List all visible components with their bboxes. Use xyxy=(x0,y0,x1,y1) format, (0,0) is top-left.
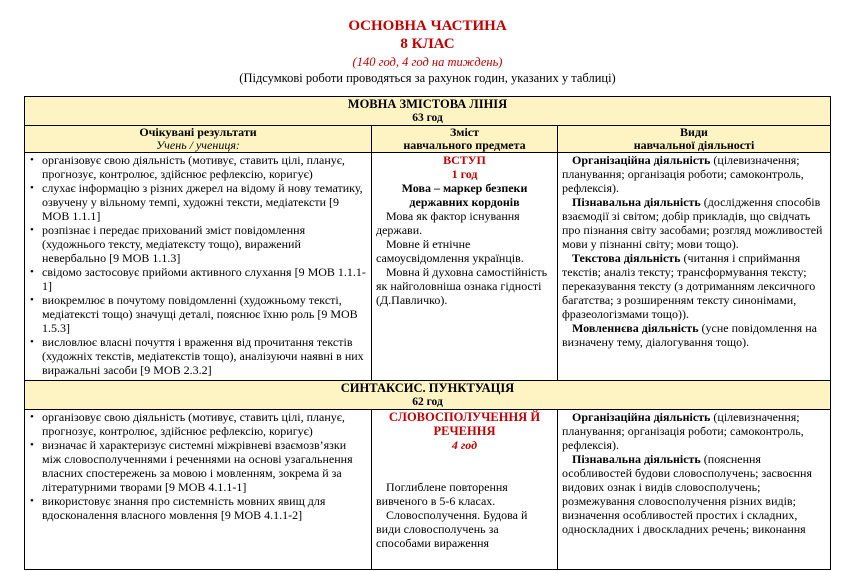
list-item: • використовує знання про системність мовних явищ для вдосконалення власного мовлення [9 МОВ 4.1.1-2] xyxy=(42,494,367,522)
column-header-results: Очікувані результати Учень / учениця: xyxy=(25,126,372,153)
content-paragraph: Словосполучення. Будова й види словосполучень за способами вираження xyxy=(376,508,528,550)
activity-paragraph: Організаційна діяльність (цілевизначення; планування; організація роботи; самоконтроль, рефлексія). xyxy=(562,153,804,195)
column-header-content: Зміст навчального предмета xyxy=(372,126,558,153)
section-header-language xyxy=(25,97,831,126)
list-item: • виокремлює в почутому повідомленні (художньому тексті, медіатексті тощо) значущі деталі, пояснює їхню роль [9 МОВ 1.5.3] xyxy=(42,293,367,335)
header-note: (Підсумкові роботи проводяться за рахунок годин, указаних у таблиці) xyxy=(239,71,616,85)
results-list xyxy=(29,410,367,522)
content-cell xyxy=(372,410,558,570)
grade-title: 8 КЛАС xyxy=(400,36,455,52)
content-paragraph: Мова як фактор існування держави. xyxy=(376,209,520,237)
results-cell xyxy=(25,153,372,381)
topic-hours: 4 год xyxy=(451,438,478,452)
column-header-activities: Види навчальної діяльності xyxy=(558,126,831,153)
table-row xyxy=(25,410,831,570)
content-cell xyxy=(372,153,558,381)
activities-cell xyxy=(558,410,831,570)
results-cell xyxy=(25,410,372,570)
topic-hours: 1 год xyxy=(451,167,478,181)
table-row xyxy=(25,153,831,381)
content-paragraph: Мовна й духовна самостійність як найголовніша ознака гідності (Д.Павличко). xyxy=(376,265,548,307)
section-title: МОВНА ЗМІСТОВА ЛІНІЯ xyxy=(347,97,508,111)
list-item: • визначає й характеризує системні міжрівневі взаємозв’язки між словосполученнями і реченнями на основі узагальнення власних спостережень за мовою і мовленням, зокрема й за літературними творами [9 МОВ 4.1.1-1] xyxy=(42,438,367,494)
topic-title: СЛОВОСПОЛУЧЕННЯ Й РЕЧЕННЯ xyxy=(388,410,541,438)
list-item: • слухає інформацію з різних джерел на відому й нову тематику, озвучену у вільному темпі, художні тексти, медіатексти [9 МОВ 1.1.1] xyxy=(42,181,367,223)
list-item: • свідомо застосовує прийоми активного слухання [9 МОВ 1.1.1-1] xyxy=(42,265,367,293)
document-title: ОСНОВНА ЧАСТИНА xyxy=(348,18,507,34)
column-headers xyxy=(25,126,831,153)
activity-paragraph: Текстова діяльність (читання і сприймання текстів; аналіз тексту; трансформування тексту; переказування тексту (з дотриманням лексичного багатства; з розширенням тексту синонімами, фразеологізмами тощо)). xyxy=(562,251,816,321)
section-hours: 63 год xyxy=(412,112,443,124)
section-header-syntax xyxy=(25,381,831,410)
section-hours: 62 год xyxy=(412,396,443,408)
list-item: • висловлює власні почуття і враження від прочитання текстів (художніх текстів, медіатекстів тощо), аналізуючи наявні в них виражальні засоби [9 МОВ 2.3.2] xyxy=(42,335,367,377)
results-list xyxy=(29,153,367,377)
list-item: • розпізнає і передає прихований зміст повідомлення (художнього тексту, медіатексту тощо), виражений невербально [9 МОВ 1.1.3] xyxy=(42,223,367,265)
activities-cell xyxy=(558,153,831,381)
content-paragraph: Мовне й етнічне самоусвідомлення українців. xyxy=(376,237,524,265)
activity-paragraph: Пізнавальна діяльність (пояснення особливостей будови словосполучень; засвоєння видових ознак і видів словосполучень; розмежування словосполучення різних видів; визначення особливостей простих і складних, односкладних і двоскладних речень; виконання xyxy=(562,452,812,536)
curriculum-table xyxy=(24,96,831,570)
activity-paragraph: Пізнавальна діяльність (дослідження способів взаємодії зі світом; добір прикладів, що свідчать про пізнання світу засобами; розгляд можливостей мови у пізнанні світу; мови тощо). xyxy=(562,195,823,251)
topic-title: ВСТУП xyxy=(443,153,486,167)
activity-paragraph: Мовленнєва діяльність (усне повідомлення на визначену тему, діалогування тощо). xyxy=(562,321,817,349)
content-paragraph: Поглиблене повторення вивченого в 5-6 класах. xyxy=(376,480,508,508)
section-title: СИНТАКСИС. ПУНКТУАЦІЯ xyxy=(340,381,515,395)
activity-paragraph: Організаційна діяльність (цілевизначення; планування; організація роботи; самоконтроль, рефлексія). xyxy=(562,410,804,452)
list-item: • організовує свою діяльність (мотивує, ставить цілі, планує, прогнозує, контролює, здійснює рефлексію, коригує) xyxy=(42,153,367,181)
subtopic-title: Мова – маркер безпеки державних кордонів xyxy=(401,181,528,209)
list-item: • організовує свою діяльність (мотивує, ставить цілі, планує, прогнозує, контролює, здійснює рефлексію, коригує) xyxy=(42,410,367,438)
hours-subtitle: (140 год, 4 год на тиждень) xyxy=(352,55,503,69)
